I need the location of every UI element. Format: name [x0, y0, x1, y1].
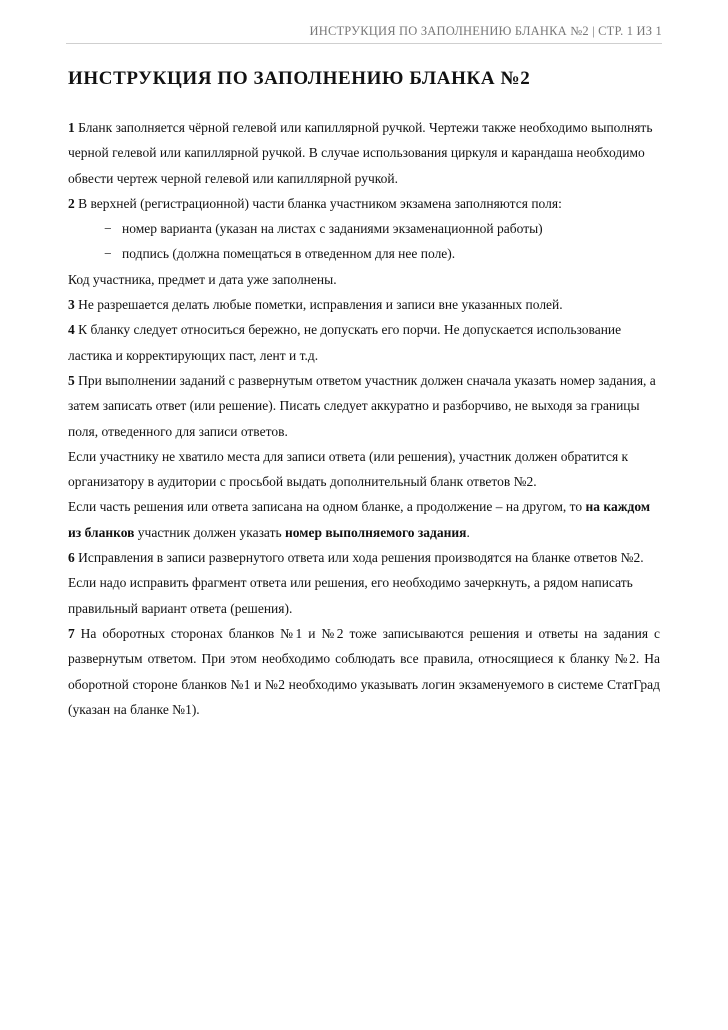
note-text: . — [466, 524, 470, 540]
page-header: ИНСТРУКЦИЯ ПО ЗАПОЛНЕНИЮ БЛАНКА №2 | СТР. 1 ИЗ 1 — [309, 24, 662, 38]
item-note: Если участнику не хватило места для записи ответа (или решения), участник должен обратится к организатору в аудитории с просьбой выдать дополнительный бланк ответов №2. — [68, 448, 629, 490]
instruction-item-5 — [68, 368, 660, 444]
note-text: участник должен указать — [134, 524, 286, 540]
instruction-item-3 — [68, 292, 660, 317]
list-item — [68, 241, 660, 266]
instruction-body — [68, 115, 660, 722]
item-note: Код участника, предмет и дата уже заполнены. — [68, 271, 337, 287]
item-text: К бланку следует относиться бережно, не допускать его порчи. Не допускается использование ластика и корректирующих паст, лент и т.д. — [68, 322, 622, 363]
emphasis-text: на каждом из бланков — [68, 499, 651, 540]
instruction-item-4 — [68, 317, 660, 368]
instruction-item-2 — [68, 191, 660, 216]
list-item-text: подпись (должна помещаться в отведенном для нее поле). — [122, 246, 456, 262]
item-number: 4 — [68, 322, 75, 338]
dash-bullet: − — [104, 221, 112, 237]
item-text: При выполнении заданий с развернутым ответом участник должен сначала указать номер задания, а затем записать ответ (или решение). Писать следует аккуратно и разборчиво, не выходя за границы поля, отведенного для записи ответов. — [68, 372, 656, 439]
item-number: 6 — [68, 550, 75, 566]
instruction-item-6 — [68, 545, 660, 621]
note-text: Если часть решения или ответа записана на одном бланке, а продолжение – на другом, то — [68, 499, 586, 515]
item-text: Не разрешается делать любые пометки, исправления и записи вне указанных полей. — [74, 297, 563, 313]
dash-bullet: − — [104, 246, 112, 262]
item-text: На оборотных сторонах бланков №1 и №2 тоже записываются решения и ответы на задания с развернутым ответом. При этом необходимо соблюдать все правила, относящиеся к бланку №2. На оборотной стороне бланков №1 и №2 необходимо указывать логин экзаменуемого в системе СтатГрад (указан на бланке №1). — [68, 625, 660, 717]
instruction-item-7 — [68, 621, 660, 722]
item-number: 3 — [68, 297, 75, 313]
list-item — [68, 216, 660, 241]
instruction-item-1 — [68, 115, 660, 191]
item-number: 2 — [68, 195, 75, 211]
item-text: Бланк заполняется чёрной гелевой или капиллярной ручкой. Чертежи также необходимо выполнять черной гелевой или капиллярной ручкой. В случае использования циркуля и карандаша необходимо обвести чертеж черной гелевой или капиллярной ручкой. — [68, 120, 653, 186]
list-item-text: номер варианта (указан на листах с заданиями экзаменационной работы) — [122, 221, 543, 237]
header-divider — [66, 43, 662, 44]
item-text: Исправления в записи развернутого ответа или хода решения производятся на бланке ответов №2. Если надо исправить фрагмент ответа или решения, его необходимо зачеркнуть, а рядом написать правильный вариант ответа (решения). — [68, 550, 644, 616]
item-number: 1 — [68, 120, 75, 135]
item-text: В верхней (регистрационной) части бланка участником экзамена заполняются поля: — [74, 195, 562, 211]
emphasis-text: номер выполняемого задания — [285, 524, 467, 540]
item-number: 5 — [68, 372, 75, 388]
item-note — [68, 494, 660, 545]
document-title: ИНСТРУКЦИЯ ПО ЗАПОЛНЕНИЮ БЛАНКА №2 — [68, 68, 531, 89]
item-number: 7 — [68, 625, 75, 641]
